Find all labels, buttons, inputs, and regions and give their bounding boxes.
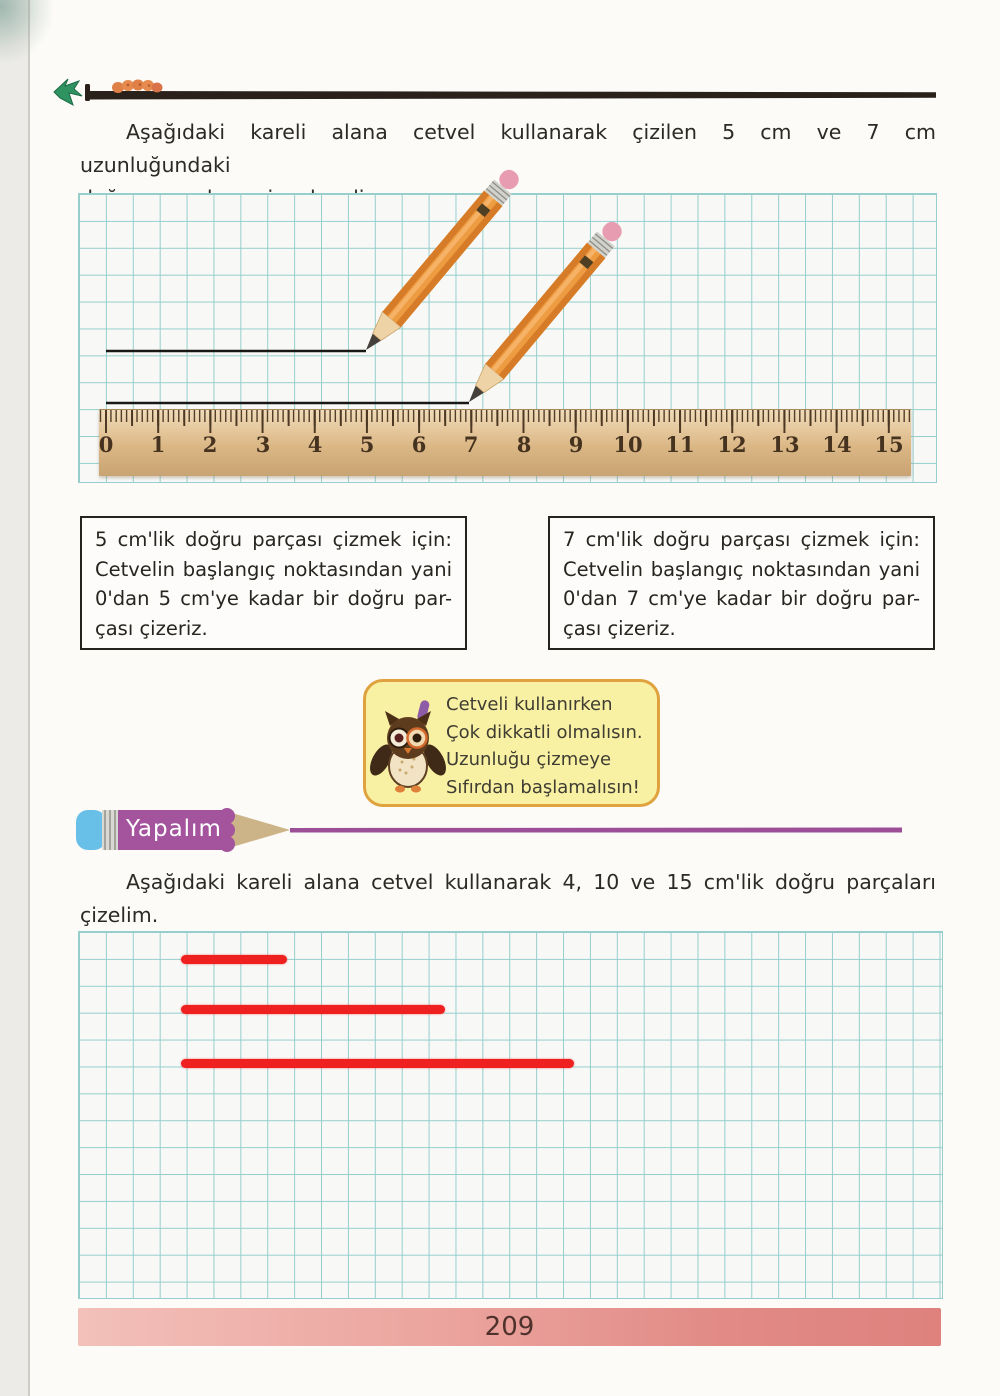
callout-text — [446, 691, 643, 801]
ruler-number: 9 — [568, 432, 584, 457]
box5-line-4: çası çizeriz. — [95, 616, 208, 640]
exercise-line-2: çizelim. — [80, 903, 159, 927]
callout-line-2: Çok dikkatli olmalısın. — [446, 721, 643, 743]
caterpillar-icon — [112, 80, 163, 94]
ruler-number: 1 — [150, 432, 166, 457]
green-arrow-icon — [54, 79, 82, 105]
box7-line-3: 0'dan 7 cm'ye kadar bir doğru par- — [563, 587, 920, 610]
box7-title: 7 cm'lik doğru parçası çizmek için: — [563, 528, 920, 551]
pencil-icon — [460, 217, 628, 410]
red-segment-15cm — [181, 1059, 574, 1068]
ruler-number: 11 — [665, 432, 695, 457]
red-segment-10cm — [181, 1005, 445, 1014]
ruler-number: 2 — [202, 432, 218, 457]
exercise-line-1: Aşağıdaki kareli alana cetvel kullanarak 4, 10 ve 15 cm'lik doğru parçaları — [126, 870, 936, 894]
scan-corner-smudge — [0, 0, 52, 62]
intro-line-1: Aşağıdaki kareli alana cetvel kullanarak çizilen 5 cm ve 7 cm uzunluğundaki — [80, 120, 936, 177]
exercise-grid — [78, 931, 943, 1299]
callout-line-4: Sıfırdan başlamalısın! — [446, 776, 640, 798]
page-number: 209 — [484, 1312, 535, 1342]
divider-bar — [88, 91, 936, 100]
ruler-number: 8 — [516, 432, 532, 457]
exercise-paragraph — [80, 866, 936, 932]
ruler-number: 6 — [411, 432, 427, 457]
ruler-number: 5 — [359, 432, 375, 457]
squared-grid-figure — [78, 193, 937, 483]
ruler-number: 7 — [463, 432, 479, 457]
footer-bar — [78, 1308, 941, 1346]
box7-line-4: çası çizeriz. — [563, 616, 676, 640]
owl-callout — [363, 679, 660, 807]
explanation-box-7cm — [548, 516, 935, 650]
pencil-icon — [357, 165, 525, 358]
box5-title: 5 cm'lik doğru parçası çizmek için: — [95, 528, 452, 551]
ruler-number: 14 — [822, 432, 852, 457]
yapalim-label: Yapalım — [126, 816, 222, 842]
owl-icon — [370, 700, 446, 796]
box7-line-2: Cetvelin başlangıç noktasından yani — [563, 557, 920, 581]
ruler-number: 10 — [613, 432, 643, 457]
ruler-number: 3 — [255, 432, 271, 457]
explanation-box-5cm — [80, 516, 467, 650]
ruler-number: 4 — [307, 432, 323, 457]
ruler-number: 12 — [717, 432, 747, 457]
figure-overlay — [79, 194, 936, 482]
yapalim-banner — [76, 808, 908, 854]
box5-line-3: 0'dan 5 cm'ye kadar bir doğru par- — [95, 587, 452, 610]
ruler-number: 13 — [770, 432, 800, 457]
callout-line-3: Uzunluğu çizmeye — [446, 749, 612, 770]
ruler-number: 15 — [874, 432, 904, 457]
callout-line-1: Cetveli kullanırken — [446, 694, 613, 715]
box5-line-2: Cetvelin başlangıç noktasından yani — [95, 557, 452, 581]
top-divider — [52, 76, 942, 110]
red-segment-4cm — [181, 955, 287, 964]
ruler-number: 0 — [98, 432, 114, 457]
